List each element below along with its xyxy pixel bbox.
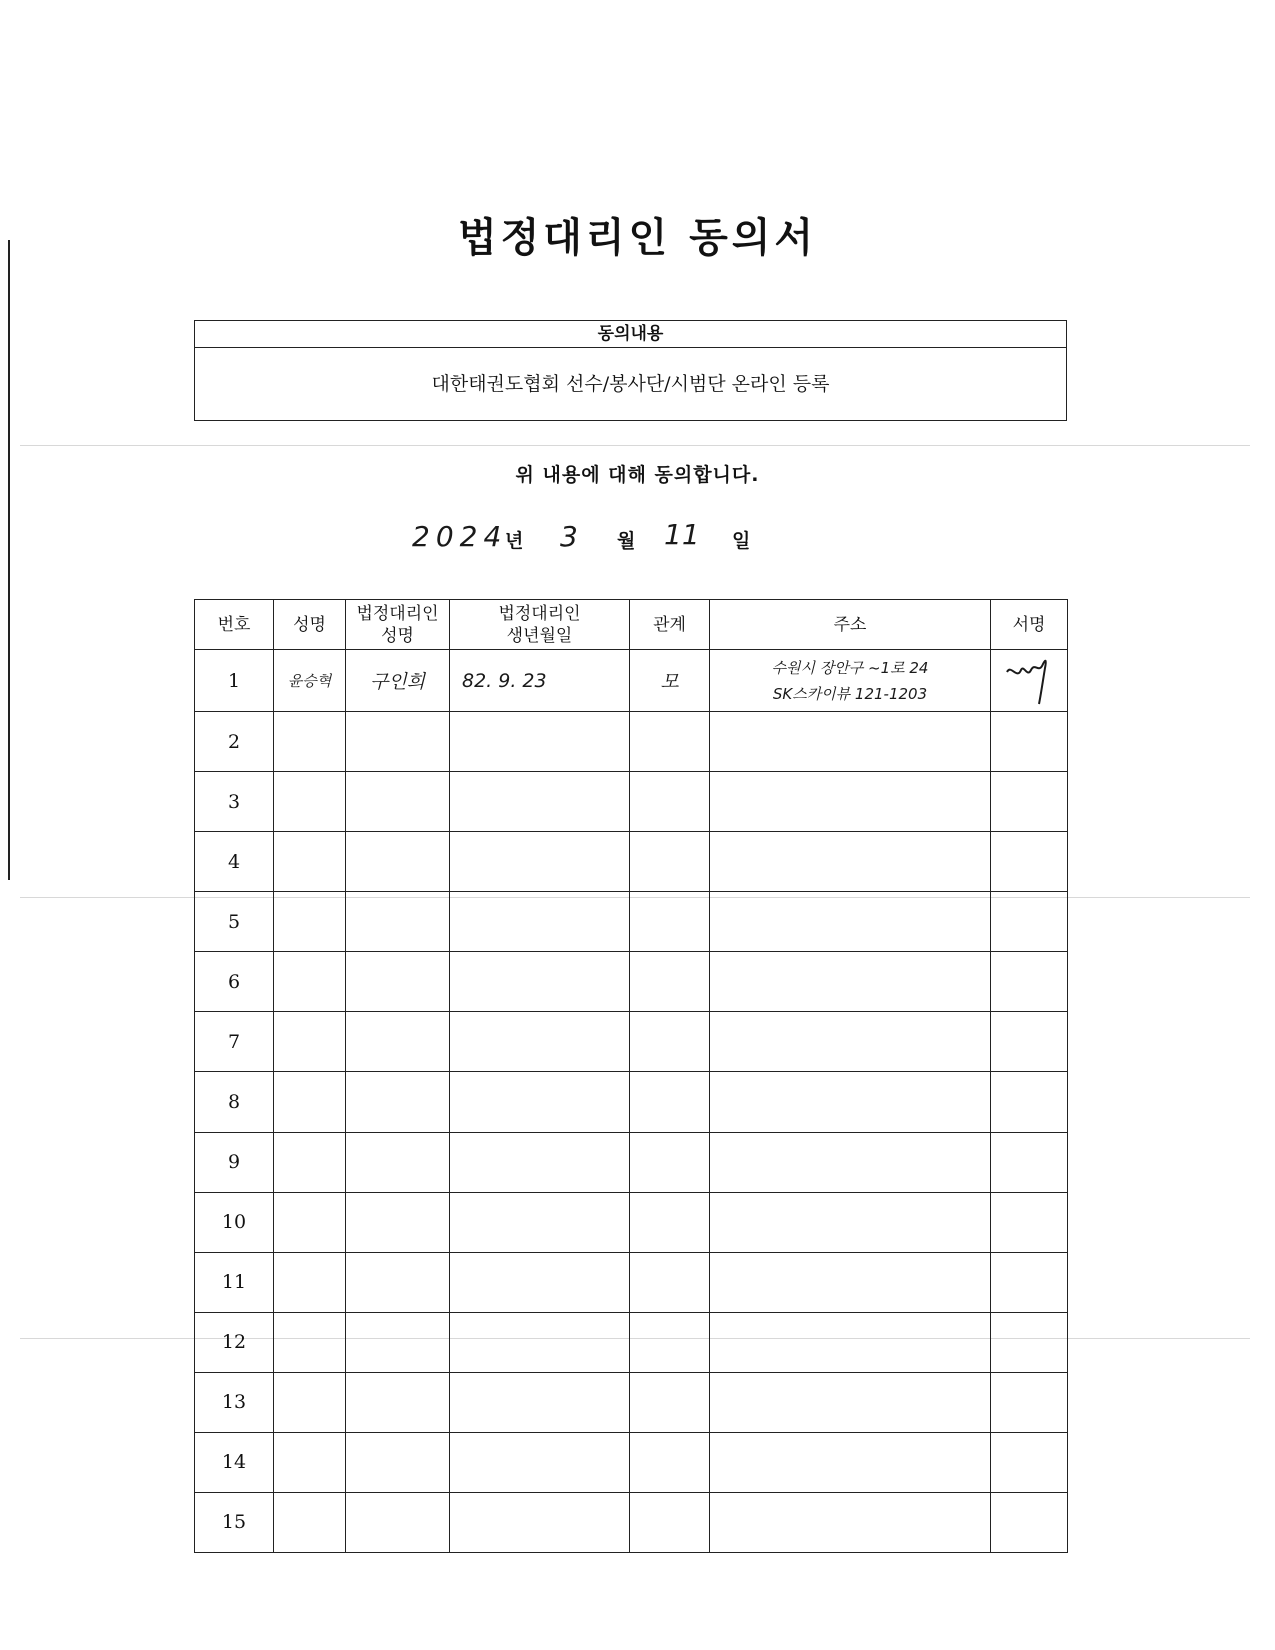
relation xyxy=(630,1492,710,1552)
signature xyxy=(991,1192,1068,1252)
relation xyxy=(630,952,710,1012)
guardian-name xyxy=(346,832,450,892)
student-name xyxy=(274,1132,346,1192)
address xyxy=(710,1432,991,1492)
guardian-name xyxy=(346,1252,450,1312)
date-year-unit: 년 xyxy=(505,530,524,552)
relation xyxy=(630,650,710,712)
student-name xyxy=(274,1312,346,1372)
address xyxy=(710,1192,991,1252)
date-month-unit: 월 xyxy=(617,530,636,552)
guardian-name xyxy=(346,1012,450,1072)
date-line xyxy=(0,520,1275,560)
row-number: 13 xyxy=(195,1372,274,1432)
header-name: 성명 xyxy=(274,600,346,650)
address xyxy=(710,712,991,772)
row-number: 7 xyxy=(195,1012,274,1072)
guardian-name xyxy=(346,772,450,832)
guardian-birthdate xyxy=(450,1192,630,1252)
row-number: 9 xyxy=(195,1132,274,1192)
row-number: 5 xyxy=(195,892,274,952)
signature xyxy=(991,650,1068,712)
guardian-name xyxy=(346,1132,450,1192)
relation xyxy=(630,772,710,832)
relation xyxy=(630,1132,710,1192)
relation xyxy=(630,1372,710,1432)
guardian-birthdate xyxy=(450,1132,630,1192)
date-day-unit: 일 xyxy=(732,530,751,552)
student-name xyxy=(274,1072,346,1132)
relation xyxy=(630,1432,710,1492)
signature xyxy=(991,892,1068,952)
row-number: 2 xyxy=(195,712,274,772)
address xyxy=(710,1012,991,1072)
guardian-name xyxy=(346,1192,450,1252)
row-number: 4 xyxy=(195,832,274,892)
table-row xyxy=(195,952,1068,1012)
guardian-birthdate-handwritten: 82. 9. 23 xyxy=(462,669,547,692)
address xyxy=(710,772,991,832)
guardian-birthdate xyxy=(450,1252,630,1312)
signature xyxy=(991,1312,1068,1372)
relation-handwritten: 모 xyxy=(660,671,679,694)
guardian-name xyxy=(346,650,450,712)
guardian-name xyxy=(346,1372,450,1432)
table-row xyxy=(195,1192,1068,1252)
signature xyxy=(991,712,1068,772)
handwritten-signature-mark xyxy=(999,650,1059,706)
student-name xyxy=(274,832,346,892)
row-number: 14 xyxy=(195,1432,274,1492)
address xyxy=(710,650,991,712)
address xyxy=(710,1252,991,1312)
header-no: 번호 xyxy=(195,600,274,650)
table-row xyxy=(195,1312,1068,1372)
signature xyxy=(991,952,1068,1012)
student-name xyxy=(274,952,346,1012)
row-number: 3 xyxy=(195,772,274,832)
guardian-birthdate xyxy=(450,832,630,892)
guardian-birthdate xyxy=(450,1372,630,1432)
student-name xyxy=(274,1012,346,1072)
guardian-birthdate xyxy=(450,892,630,952)
consent-content: 대한태권도협회 선수/봉사단/시범단 온라인 등록 xyxy=(431,373,830,395)
relation xyxy=(630,832,710,892)
guardian-name xyxy=(346,712,450,772)
student-name xyxy=(274,1432,346,1492)
student-name xyxy=(274,650,346,712)
row-number: 1 xyxy=(195,650,274,712)
relation xyxy=(630,1012,710,1072)
header-relation: 관계 xyxy=(630,600,710,650)
guardian-birthdate xyxy=(450,650,630,712)
signature xyxy=(991,1072,1068,1132)
table-row xyxy=(195,1072,1068,1132)
address-line-1: 수원시 장안구 ~1로 24 xyxy=(771,658,929,677)
row-number: 10 xyxy=(195,1192,274,1252)
guardian-birthdate xyxy=(450,772,630,832)
address xyxy=(710,1132,991,1192)
table-row xyxy=(195,1132,1068,1192)
address xyxy=(710,832,991,892)
signature xyxy=(991,1372,1068,1432)
student-name xyxy=(274,892,346,952)
guardian-name xyxy=(346,892,450,952)
table-row xyxy=(195,1012,1068,1072)
header-guardian-birth: 법정대리인 생년월일 xyxy=(450,600,630,650)
agree-statement: 위 내용에 대해 동의합니다. xyxy=(515,464,760,486)
address xyxy=(710,952,991,1012)
guardian-name xyxy=(346,1072,450,1132)
table-row xyxy=(195,650,1068,712)
signature xyxy=(991,1252,1068,1312)
scan-noise-line xyxy=(20,445,1250,446)
relation xyxy=(630,1072,710,1132)
table-row xyxy=(195,892,1068,952)
address xyxy=(710,1492,991,1552)
address xyxy=(710,1072,991,1132)
row-number: 12 xyxy=(195,1312,274,1372)
table-header-row xyxy=(195,600,1068,650)
row-number: 11 xyxy=(195,1252,274,1312)
guardian-name xyxy=(346,1312,450,1372)
date-day-handwritten: 11 xyxy=(664,518,700,551)
consent-box xyxy=(194,320,1067,421)
table-row xyxy=(195,712,1068,772)
relation xyxy=(630,1252,710,1312)
relation xyxy=(630,712,710,772)
header-address: 주소 xyxy=(710,600,991,650)
student-name xyxy=(274,772,346,832)
signature xyxy=(991,832,1068,892)
guardian-name xyxy=(346,952,450,1012)
guardian-birthdate xyxy=(450,1312,630,1372)
guardian-birthdate xyxy=(450,1012,630,1072)
table-row xyxy=(195,1432,1068,1492)
address xyxy=(710,1372,991,1432)
guardian-birthdate xyxy=(450,1432,630,1492)
relation xyxy=(630,892,710,952)
student-name xyxy=(274,1492,346,1552)
guardian-birthdate xyxy=(450,1072,630,1132)
student-name xyxy=(274,1372,346,1432)
address xyxy=(710,1312,991,1372)
scan-edge-artifact xyxy=(8,240,10,880)
table-row xyxy=(195,1492,1068,1552)
student-name xyxy=(274,1252,346,1312)
table-row xyxy=(195,772,1068,832)
date-year-handwritten: 2024 xyxy=(412,520,508,553)
registration-table xyxy=(194,599,1068,1553)
guardian-name xyxy=(346,1432,450,1492)
address-line-2: SK스카이뷰 121-1203 xyxy=(772,684,928,703)
row-number: 6 xyxy=(195,952,274,1012)
guardian-name-handwritten: 구인희 xyxy=(369,671,426,694)
relation xyxy=(630,1312,710,1372)
signature xyxy=(991,1132,1068,1192)
guardian-name xyxy=(346,1492,450,1552)
page-title: 법정대리인 동의서 xyxy=(457,215,818,261)
date-month-handwritten: 3 xyxy=(560,520,578,553)
table-row xyxy=(195,832,1068,892)
header-guardian-name: 법정대리인 성명 xyxy=(346,600,450,650)
relation xyxy=(630,1192,710,1252)
consent-header: 동의내용 xyxy=(195,321,1066,348)
student-name-handwritten: 윤승혁 xyxy=(287,672,332,691)
signature xyxy=(991,772,1068,832)
row-number: 15 xyxy=(195,1492,274,1552)
guardian-birthdate xyxy=(450,952,630,1012)
student-name xyxy=(274,712,346,772)
table-row xyxy=(195,1252,1068,1312)
address xyxy=(710,892,991,952)
guardian-birthdate xyxy=(450,1492,630,1552)
signature xyxy=(991,1432,1068,1492)
table-row xyxy=(195,1372,1068,1432)
signature xyxy=(991,1012,1068,1072)
row-number: 8 xyxy=(195,1072,274,1132)
guardian-birthdate xyxy=(450,712,630,772)
header-signature: 서명 xyxy=(991,600,1068,650)
student-name xyxy=(274,1192,346,1252)
signature xyxy=(991,1492,1068,1552)
